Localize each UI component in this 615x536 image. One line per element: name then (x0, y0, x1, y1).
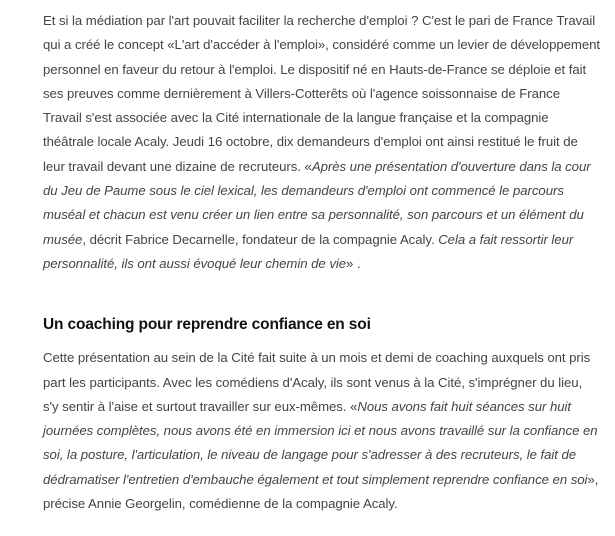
section-heading: Un coaching pour reprendre confiance en soi (43, 316, 371, 334)
paragraph-text: », précise Annie Georgelin, comédienne de la compagnie Acaly. (43, 471, 599, 512)
paragraph-text: » . (346, 255, 361, 271)
article-paragraph-coaching (43, 346, 601, 516)
quote-text: Cela a fait ressortir leur personnalité, ils ont aussi évoqué leur chemin de vie (43, 231, 574, 271)
paragraph-text: , décrit Fabrice Decarnelle, fondateur de la compagnie Acaly. (82, 231, 439, 247)
paragraph-text: Et si la médiation par l'art pouvait faciliter la recherche d'emploi ? C'est le pari de France Travail qui a créé le concept «L'art d'accéder à l'emploi», considéré comme un levier de développement personnel en faveur du retour à l'emploi. Le dispositif né en Hauts-de-France se déploie et fait ses preuves comme dernièrement à Villers-Cotterêts où l'agence soissonnaise de France Travail s'est associée avec la Cité internationale de la langue française et la compagnie théâtrale locale Acaly. Jeudi 16 octobre, dix demandeurs d'emploi ont ainsi restitué le fruit de leur travail devant une dizaine de recruteurs. « (43, 13, 601, 174)
quote-text: Après une présentation d'ouverture dans la cour du Jeu de Paume sous le ciel lexical, les demandeurs d'emploi ont commencé le parcours muséal et chacun est venu créer un lien entre sa personnalité, son parcours et un élément du musée (43, 158, 591, 247)
paragraph-text: Cette présentation au sein de la Cité fait suite à un mois et demi de coaching auxquels ont pris part les participants. Avec les comédiens d'Acaly, ils sont venus à la Cité, s'imprégner du lieu, s'y sentir à l'aise et surtout travailler sur eux-mêmes. « (43, 350, 591, 414)
quote-text: Nous avons fait huit séances sur huit journées complètes, nous avons été en immersion ici et nous avons travaillé sur la confiance en soi, la posture, l'articulation, le niveau de langage pour s'adresser à des recruteurs, le fait de dédramatiser l'entretien d'embauche également et tout simplement reprendre confiance en soi (43, 398, 598, 487)
article-paragraph-intro (43, 9, 601, 276)
